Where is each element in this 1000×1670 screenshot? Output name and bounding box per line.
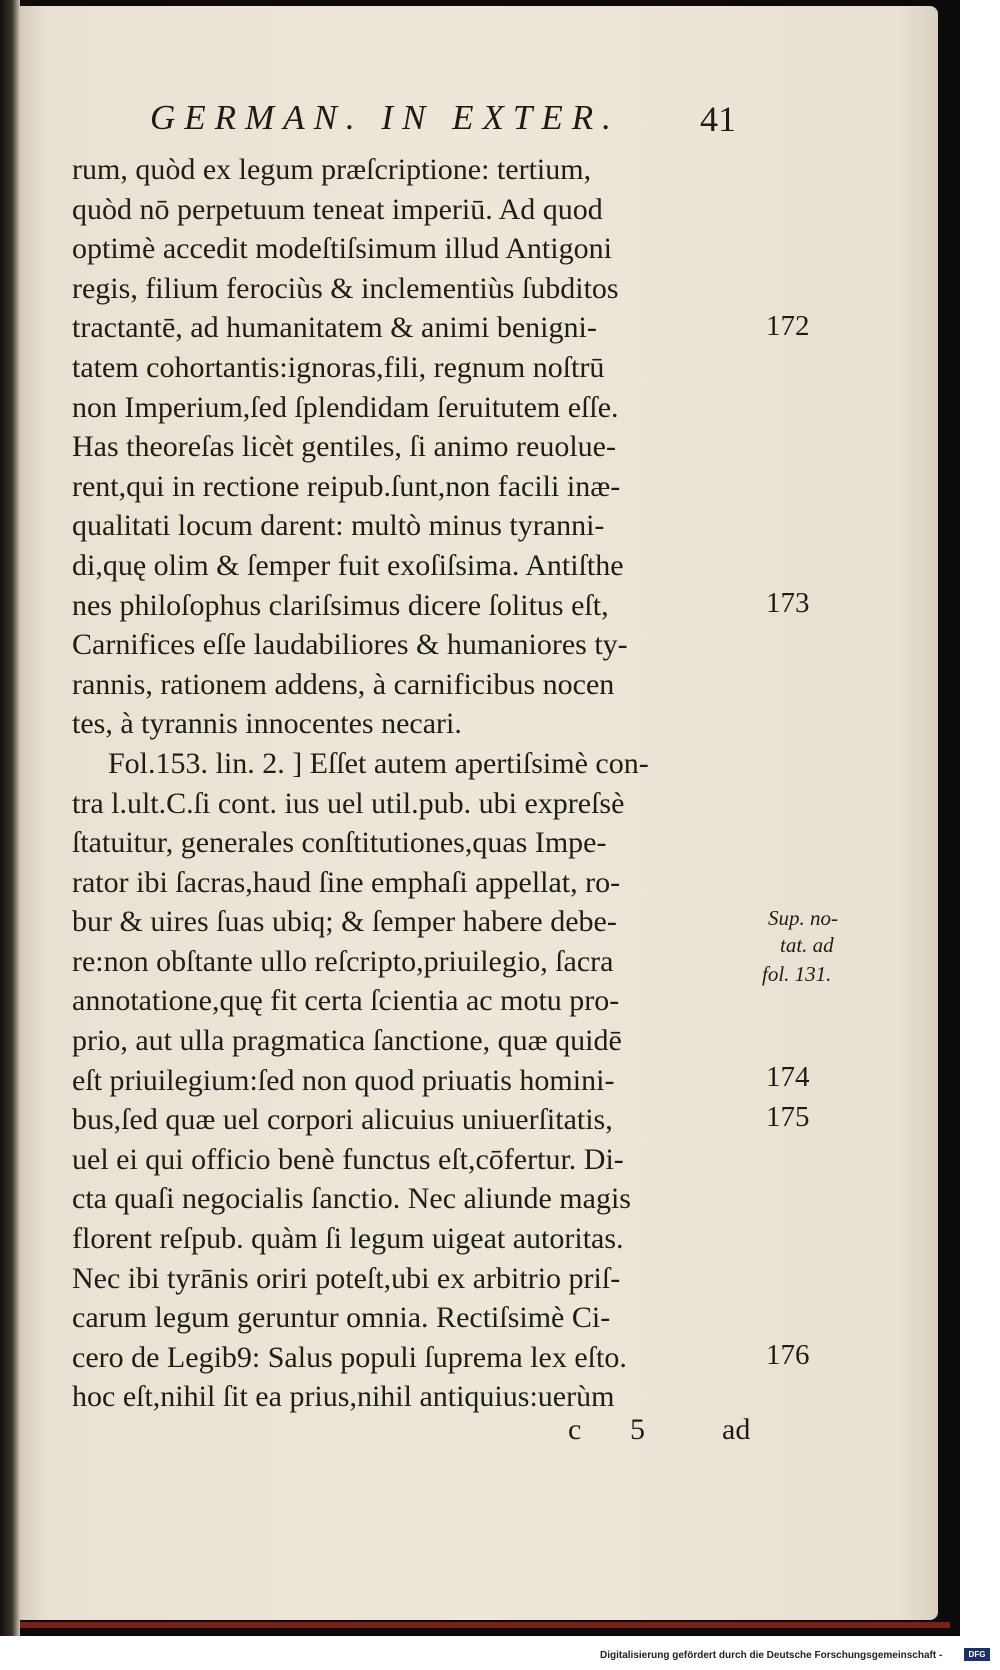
text-line: carum legum geruntur omnia. Rectiſsimè Ci- [72,1301,611,1335]
text-line: florent reſpub. quàm ſi legum uigeat autoritas. [72,1222,624,1256]
margin-number: 174 [766,1061,810,1093]
page-edge [20,1622,950,1628]
text-line: rannis, rationem addens, à carnificibus nocen [72,667,615,701]
text-line: rum, quòd ex legum præſcriptione: tertium, [72,153,592,186]
text-line: regis, filium ferociùs & inclementiùs ſubditos [72,271,619,305]
text-line: rent,qui in rectione reipub.ſunt,non facili inæ- [72,469,621,503]
text-line: nes philoſophus clariſsimus dicere ſolitus eſt, [72,588,609,622]
text-line: Nec ibi tyrānis oriri poteſt,ubi ex arbitrio priſ- [72,1261,621,1295]
text-line: rator ibi ſacras,haud ſine emphaſi appellat, ro- [72,865,621,899]
signature-number: 5 [630,1413,645,1446]
digitization-credit: Digitalisierung gefördert durch die Deutsche Forschungsgemeinschaft - [600,1650,943,1661]
text-line: Has theoreſas licèt gentiles, ſi animo reuolue- [72,430,616,464]
spine-edge [0,0,20,1636]
margin-note-line: tat. ad [780,933,834,957]
text-line: di,quę olim & ſemper fuit exoſiſsima. Antiſthe [72,548,624,582]
text-line: annotatione,quę fit certa ſcientia ac motu pro- [72,984,620,1018]
text-line: prio, aut ulla pragmatica ſanctione, quæ quidē [72,1024,622,1058]
margin-number: 172 [766,310,810,342]
text-line: quòd nō perpetuum teneat imperiū. Ad quod [72,192,603,226]
text-line: bur & uires ſuas ubiq; & ſemper habere debe- [72,905,617,939]
text-line: tatem cohortantis:ignoras,fili, regnum noſtrū [72,350,605,384]
text-line: optimè accedit modeſtiſsimum illud Antigoni [72,232,612,266]
dfg-logo: DFG [964,1648,990,1661]
text-line: Fol.153. lin. 2. ] Eſſet autem apertiſsimè con- [108,746,649,780]
text-line: tra l.ult.C.ſi cont. ius uel util.pub. ubi expreſsè [72,786,625,820]
body-text [72,150,762,1417]
text-line: re:non obſtante ullo reſcripto,priuilegio, ſacra [72,944,614,978]
text-line: uel ei qui officio benè functus eſt,cōfertur. Di- [72,1142,624,1176]
text-line: non Imperium,ſed ſplendidam ſeruitutem eſſe. [72,390,619,424]
text-line: hoc eſt,nihil ſit ea prius,nihil antiquius:uerùm [72,1380,615,1414]
margin-number: 175 [766,1101,810,1133]
margin-number: 173 [766,587,810,619]
page-number: 41 [700,99,736,139]
text-line: cero de Legib9: Salus populi ſuprema lex eſto. [72,1340,627,1374]
text-line: qualitati locum darent: multò minus tyranni- [72,509,605,543]
text-line: Carnifices eſſe laudabiliores & humaniores ty- [72,628,628,662]
margin-note-line: Sup. no- [768,906,838,930]
running-head: GERMAN. IN EXTER. [150,98,620,137]
text-line: ſtatuitur, generales conſtitutiones,quas Impe- [72,826,607,860]
margin-note-line: fol. 131. [762,962,832,986]
text-line: tractantē, ad humanitatem & animi benigni- [72,311,597,345]
text-line: tes, à tyrannis innocentes necari. [72,707,462,741]
margin-number: 176 [766,1339,810,1371]
page-header [0,98,960,146]
text-line: eſt priuilegium:ſed non quod priuatis homini- [72,1063,615,1097]
text-line: bus,ſed quæ uel corpori alicuius uniuerſitatis, [72,1103,613,1137]
text-line: cta quaſi negocialis ſanctio. Nec aliunde magis [72,1182,631,1216]
signature-mark: c [568,1413,582,1446]
catchword: ad [722,1413,751,1446]
